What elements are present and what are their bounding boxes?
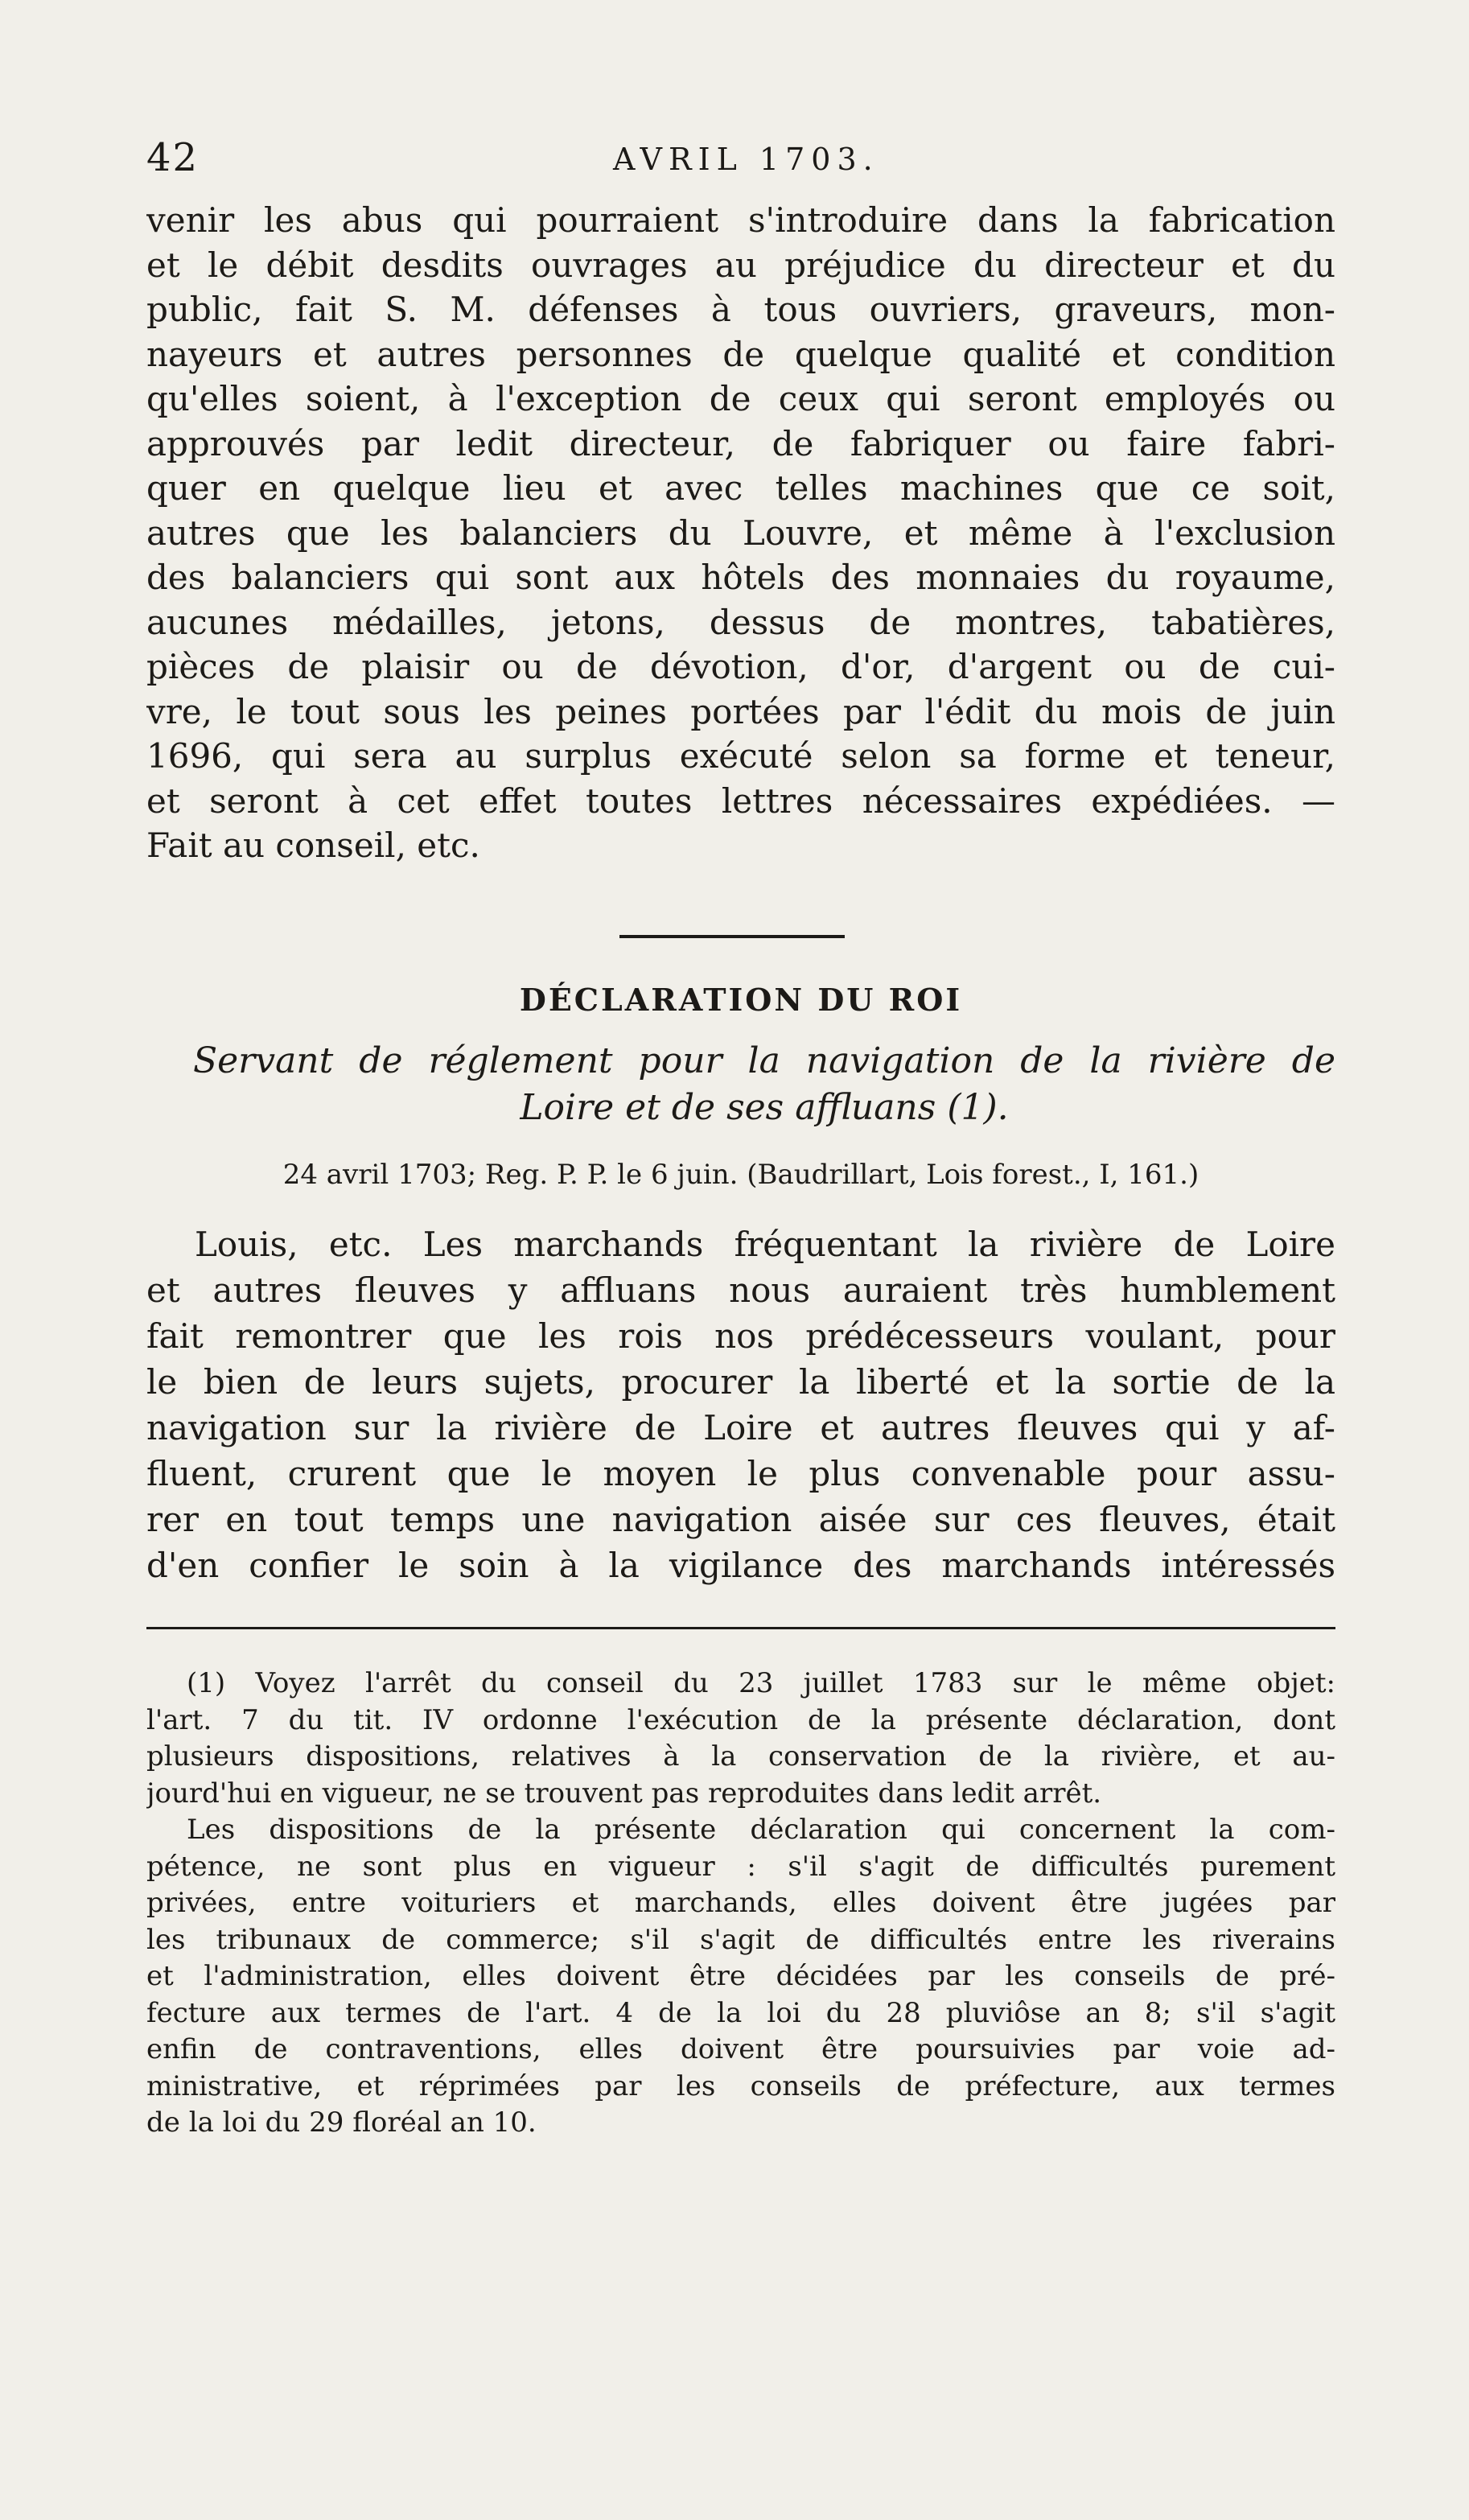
declaration-subtitle — [193, 1038, 1335, 1131]
footnote-line: les tribunaux de commerce; s'il s'agit de difficultés entre les riverains — [146, 1923, 1335, 1956]
text-line: et le débit desdits ouvrages au préjudice du directeur et du — [146, 245, 1335, 285]
footnote-line: jourd'hui en vigueur, ne se trouvent pas reproduites dans ledit arrêt. — [146, 1777, 1102, 1810]
text-line: fluent, crurent que le moyen le plus convenable pour assu- — [146, 1454, 1335, 1493]
text-line: approuvés par ledit directeur, de fabriquer ou faire fabri- — [146, 423, 1335, 463]
page-number: 42 — [146, 135, 200, 180]
text-line: quer en quelque lieu et avec telles machines que ce soit, — [146, 468, 1335, 508]
footnote-line: de la loi du 29 floréal an 10. — [146, 2106, 537, 2139]
text-line: d'en confier le soin à la vigilance des marchands intéressés — [146, 1546, 1335, 1585]
subtitle-line: Servant de réglement pour la navigation de la rivière de — [193, 1040, 1335, 1081]
text-line: et seront à cet effet toutes lettres nécessaires expédiées. — — [146, 780, 1335, 821]
text-line: Fait au conseil, etc. — [146, 826, 480, 865]
text-line: fait remontrer que les rois nos prédécesseurs voulant, pour — [146, 1316, 1335, 1356]
running-head: AVRIL 1703. — [613, 142, 879, 177]
text-line: 1696, qui sera au surplus exécuté selon sa forme et teneur, — [146, 736, 1335, 776]
footnote-line: pétence, ne sont plus en vigueur : s'il s'agit de difficultés purement — [146, 1850, 1335, 1883]
footnote-line: fecture aux termes de l'art. 4 de la loi du 28 pluviôse an 8; s'il s'agit — [146, 1996, 1335, 2029]
footnote-line: enfin de contraventions, elles doivent être poursuivies par voie ad- — [146, 2033, 1335, 2065]
text-line: autres que les balanciers du Louvre, et même à l'exclusion — [146, 513, 1335, 553]
text-line: Louis, etc. Les marchands fréquentant la rivière de Loire — [195, 1225, 1335, 1264]
footnote-line: l'art. 7 du tit. IV ordonne l'exécution de la présente déclaration, dont — [146, 1703, 1335, 1736]
page-header — [146, 135, 1353, 191]
continued-text — [146, 198, 1335, 868]
text-line: vre, le tout sous les peines portées par l'édit du mois de juin — [146, 691, 1335, 731]
text-line: aucunes médailles, jetons, dessus de montres, tabatières, — [146, 602, 1335, 642]
footnote-line: ministrative, et réprimées par les conseils de préfecture, aux termes — [146, 2069, 1335, 2102]
footnote-line: et l'administration, elles doivent être décidées par les conseils de pré- — [146, 1960, 1335, 1992]
footnote-line: (1) Voyez l'arrêt du conseil du 23 juillet 1783 sur le même objet: — [187, 1667, 1335, 1699]
footnote-line: plusieurs dispositions, relatives à la conservation de la rivière, et au- — [146, 1740, 1335, 1773]
section-divider — [619, 935, 845, 938]
footnote-divider — [146, 1627, 1335, 1629]
footnote — [146, 1666, 1335, 2142]
text-line: des balanciers qui sont aux hôtels des monnaies du royaume, — [146, 558, 1335, 597]
text-line: public, fait S. M. défenses à tous ouvriers, graveurs, mon- — [146, 290, 1335, 329]
text-line: nayeurs et autres personnes de quelque qualité et condition — [146, 334, 1335, 374]
footnote-line: Les dispositions de la présente déclaration qui concernent la com- — [187, 1814, 1335, 1846]
source-reference: 24 avril 1703; Reg. P. P. le 6 juin. (Baudrillart, Lois forest., I, 161.) — [282, 1159, 1199, 1191]
text-line: et autres fleuves y affluans nous auraient très humblement — [146, 1270, 1335, 1310]
text-line: le bien de leurs sujets, procurer la liberté et la sortie de la — [146, 1362, 1335, 1402]
text-line: rer en tout temps une navigation aisée sur ces fleuves, était — [146, 1500, 1335, 1539]
declaration-text — [146, 1221, 1335, 1588]
text-line: venir les abus qui pourraient s'introduire dans la fabrication — [146, 200, 1335, 240]
subtitle-line: Loire et de ses affluans (1). — [520, 1087, 1009, 1128]
text-line: pièces de plaisir ou de dévotion, d'or, d'argent ou de cui- — [146, 647, 1335, 686]
text-line: navigation sur la rivière de Loire et autres fleuves qui y af- — [146, 1408, 1335, 1447]
footnote-line: privées, entre voituriers et marchands, elles doivent être jugées par — [146, 1887, 1335, 1919]
declaration-title: DÉCLARATION DU ROI — [519, 982, 963, 1018]
text-line: qu'elles soient, à l'exception de ceux qui seront employés ou — [146, 379, 1335, 418]
